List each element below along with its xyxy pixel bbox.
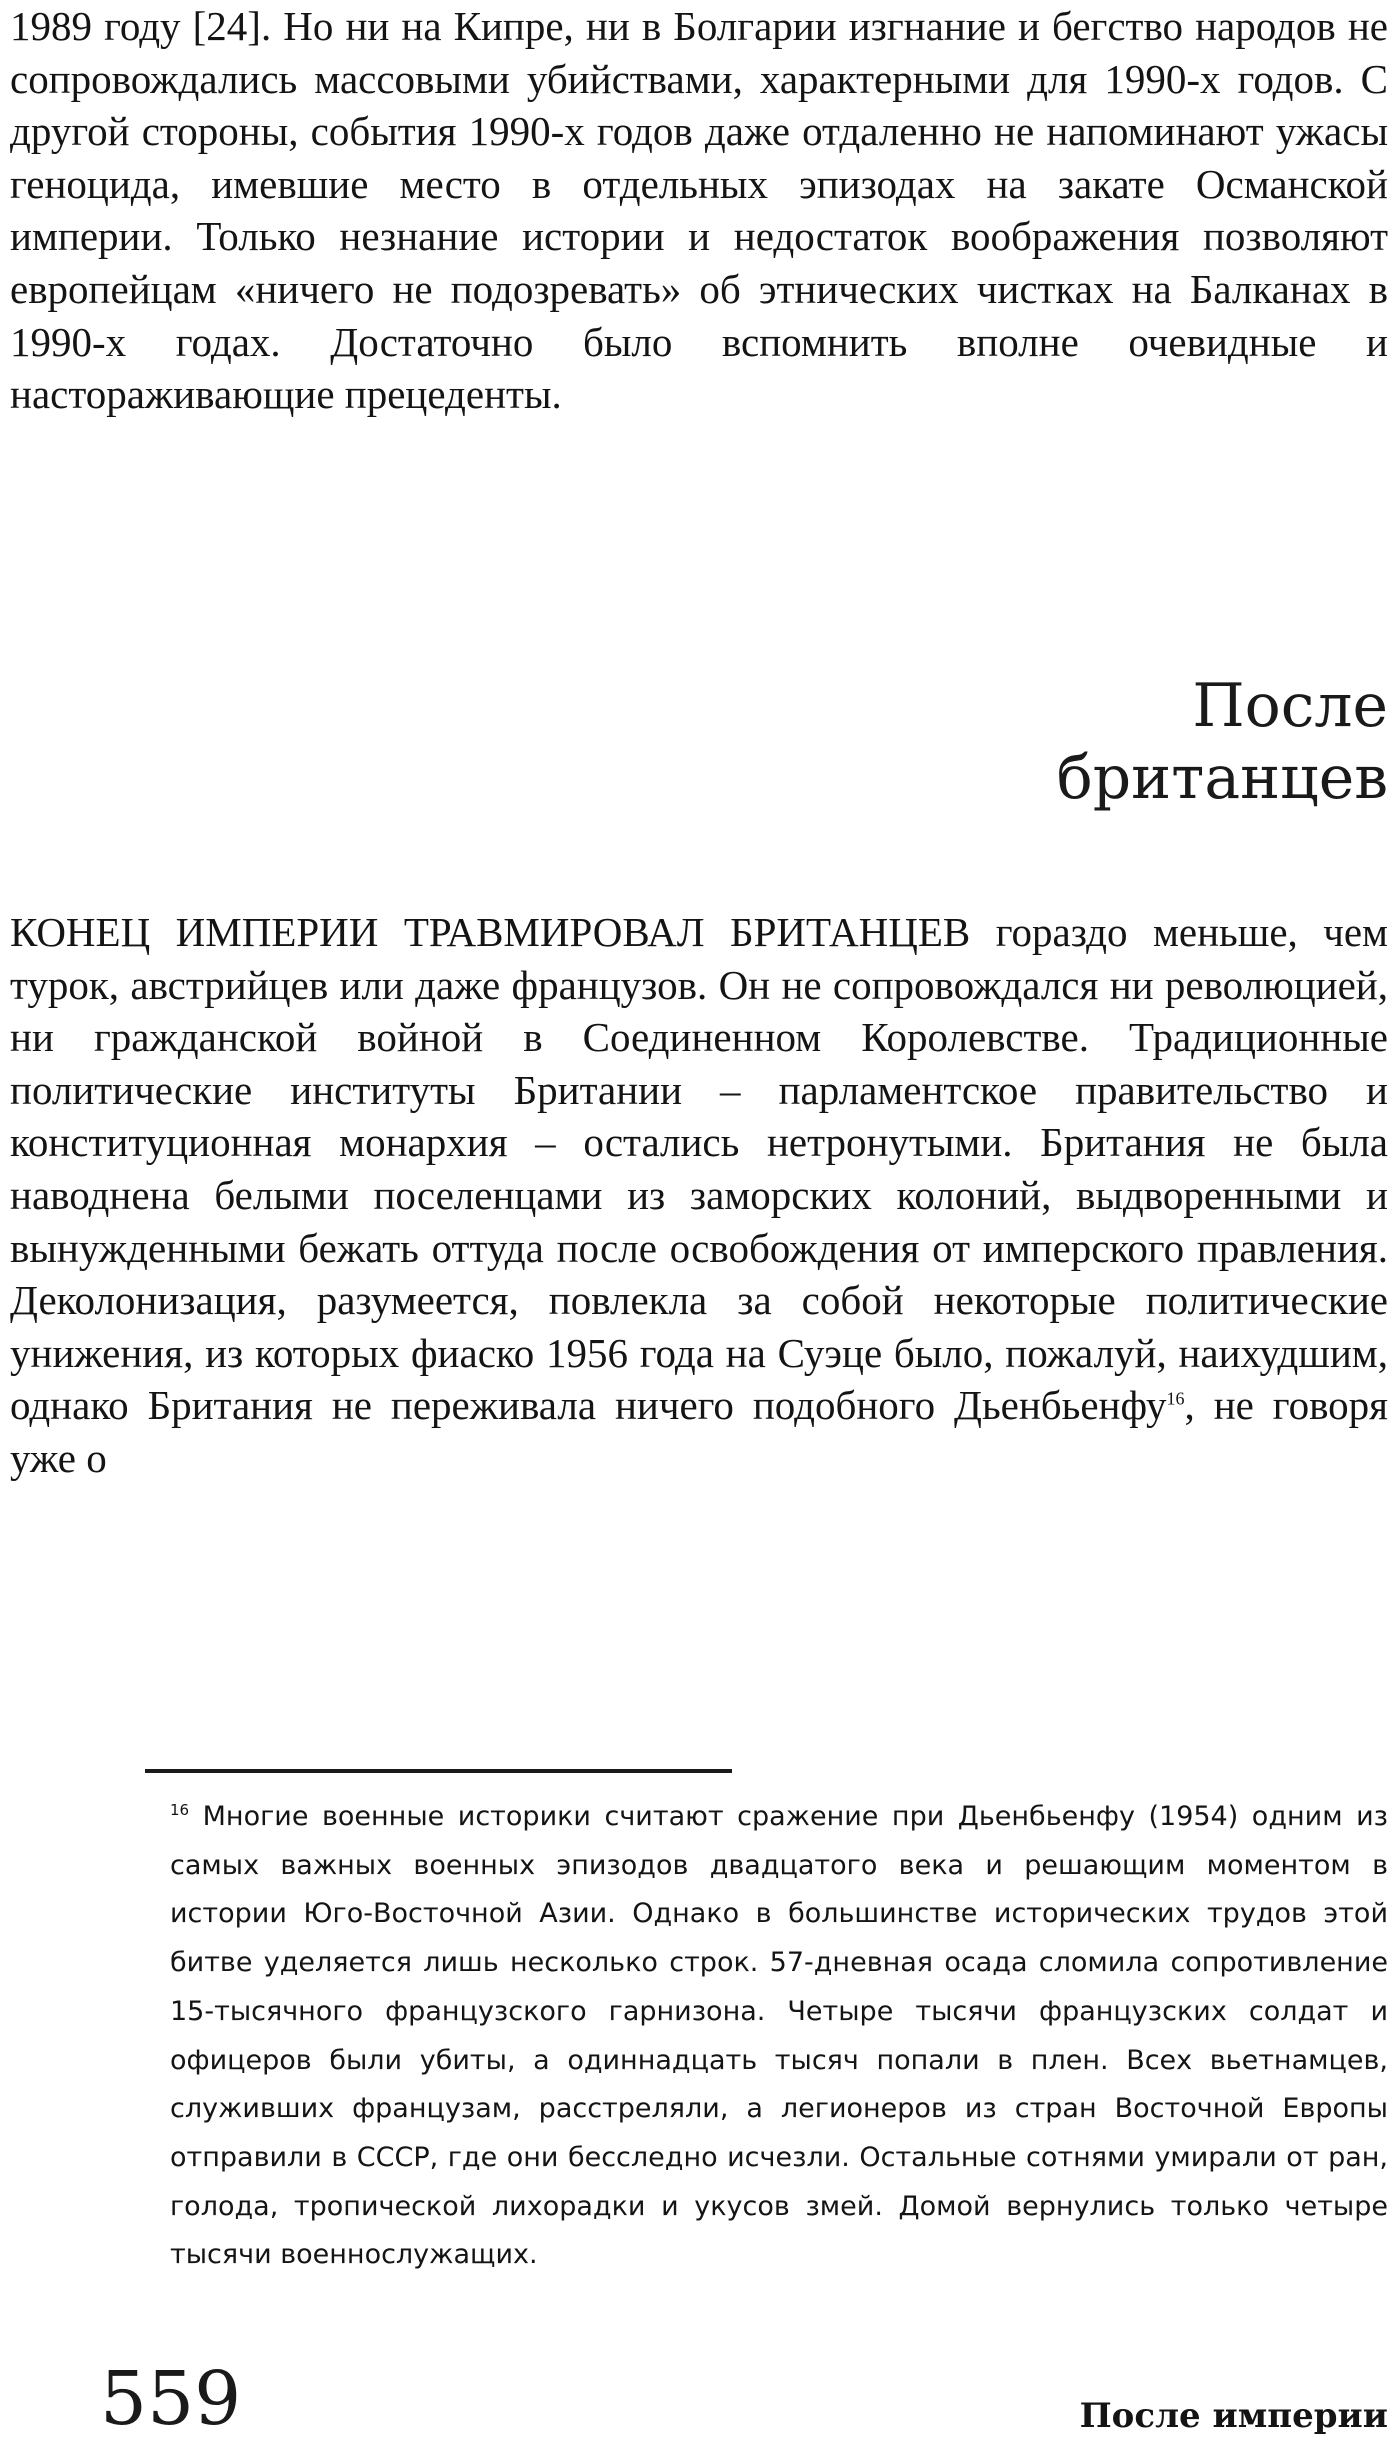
running-title: После империи [1079,2396,1388,2436]
section-heading-line-1: После [1192,671,1388,741]
page-number: 559 [100,2356,242,2442]
footnote-text: Многие военные историки считают сражение при Дьенбьенфу (1954) одним из самых важных военных эпизодов двадцатого века и решающим моментом в истории Юго-Восточной Азии. Однако в большинстве исторических трудов этой битве уделяется лишь несколько строк. 57-дневная осада сломила сопротивление 15-тысячного французского гарнизона. Четыре тысячи французских солдат и офицеров были убиты, а одиннадцать тысяч попали в плен. Всех вьетнамцев, служивших французам, расстреляли, а легионеров из стран Восточной Европы отправили в СССР, где они бесследно исчезли. Остальные сотнями умирали от ран, голода, тропической лихорадки и укусов змей. Домой вернулись только четыре тысячи военнослужащих. [170,1801,1388,2271]
footnote-number: 16 [170,1801,190,1819]
footnote [170,1793,1388,2280]
footnote-separator-rule [145,1769,732,1773]
body-paragraph-section-opening [10,906,1388,1485]
body-paragraph-continued: 1989 году [24]. Но ни на Кипре, ни в Болгарии изгнание и бегство народов не сопровождались массовыми убийствами, характерными для 1990-х годов. С другой стороны, события 1990-х годов даже отдаленно не напоминают ужасы геноцида, имевшие место в отдельных эпизодах на закате Османской империи. Только незнание истории и недостаток воображения позволяют европейцам «ничего не подозревать» об этнических чистках на Балканах в 1990-х годах. Достаточно было вспомнить вполне очевидные и настораживающие прецеденты. [10,3,1388,418]
footnote-reference[interactable]: 16 [1166,1388,1185,1409]
paragraph-text: гораздо меньше, чем турок, австрийцев или даже французов. Он не сопровождался ни революцией, ни гражданской войной в Соединенном Королевстве. Традиционные политические институты Британии – парламентское правительство и конституционная монархия – остались нетронутыми. Британия не была наводнена белыми поселенцами из заморских колоний, выдворенными и вынужденными бежать оттуда после освобождения от имперского правления. Деколонизация, разумеется, повлекла за собой некоторые политические унижения, из которых фиаско 1956 года на Суэце было, пожалуй, наихудшим, однако Британия не переживала ничего подобного Дьенбьенфу [10,909,1389,1429]
lead-in-caps: КОНЕЦ ИМПЕРИИ ТРАВМИРОВАЛ БРИТАНЦЕВ [10,909,971,955]
paragraph-text-end: , не говоря уже о [10,1382,1389,1481]
section-heading-line-2: британцев [1056,743,1388,813]
section-heading [588,670,1388,814]
